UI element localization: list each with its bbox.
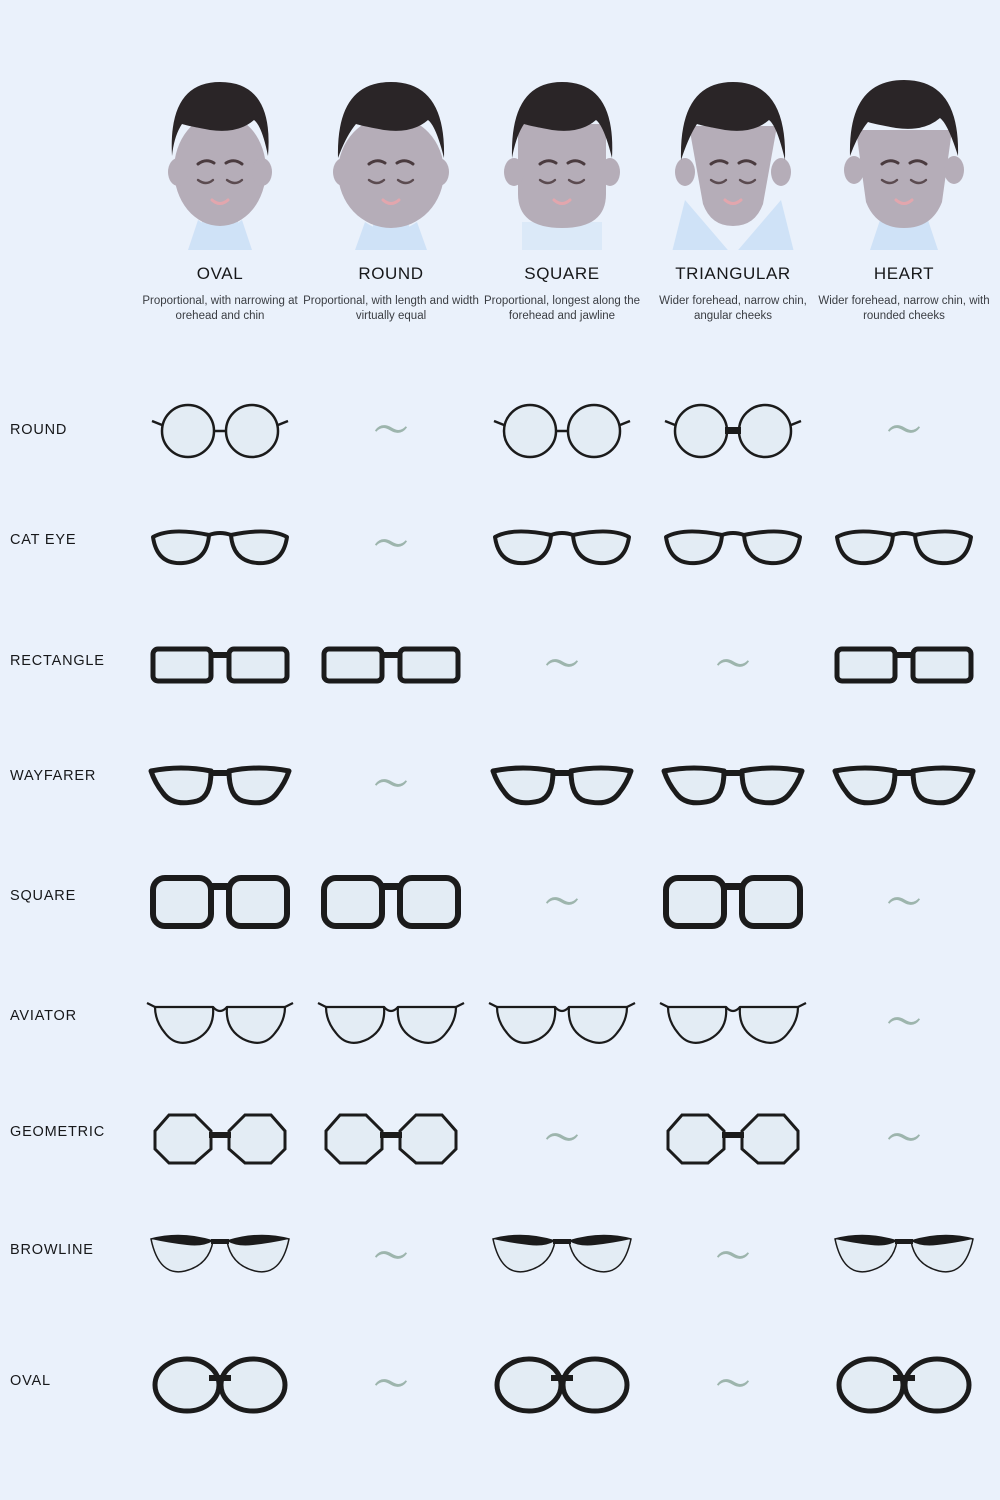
row-label-square: SQUARE [10,888,77,904]
cell-geometric-heart [816,1094,992,1184]
face-title-square: SQUARE [524,264,600,283]
cell-geometric-square [474,1094,650,1184]
cell-square-square [474,858,650,948]
glasses-rectangle [145,635,295,695]
cell-browline-square [474,1212,650,1302]
cell-aviator-oval [132,978,308,1068]
cell-round-round [303,386,479,476]
cell-cat-eye-round [303,500,479,590]
no-match-icon: 〜 [545,883,579,923]
cell-round-square [474,386,650,476]
no-match-icon: 〜 [716,1365,750,1405]
cell-square-round [303,858,479,948]
cell-round-triangular [645,386,821,476]
cell-square-heart [816,858,992,948]
cell-oval-round [303,1340,479,1430]
face-column-oval [132,60,308,324]
cell-geometric-round [303,1094,479,1184]
cell-round-heart [816,386,992,476]
no-match-icon: 〜 [545,1119,579,1159]
cell-wayfarer-square [474,740,650,830]
row-label-round: ROUND [10,422,68,438]
no-match-icon: 〜 [716,1237,750,1277]
glasses-aviator [145,993,295,1053]
cell-browline-round [303,1212,479,1302]
cell-rectangle-heart [816,620,992,710]
cell-rectangle-triangular [645,620,821,710]
face-title-oval: OVAL [196,264,244,283]
face-column-triangular [645,60,821,324]
cell-round-oval [132,386,308,476]
face-desc-square: Proportional, longest along the forehead and jawline [484,295,640,322]
row-label-cat-eye: CAT EYE [10,532,77,548]
glasses-oval [145,1353,295,1417]
face-desc-triangular: Wider forehead, narrow chin, angular cheeks [659,295,807,322]
no-match-icon: 〜 [887,883,921,923]
glasses-browline [145,1229,295,1285]
row-label-aviator: AVIATOR [10,1008,77,1024]
cell-wayfarer-round [303,740,479,830]
no-match-icon: 〜 [374,765,408,805]
face-illustration-heart [816,60,992,250]
face-column-heart [816,60,992,324]
glasses-cat-eye [145,515,295,575]
cell-cat-eye-square [474,500,650,590]
face-illustration-triangular [645,60,821,250]
face-column-square [474,60,650,324]
cell-square-triangular [645,858,821,948]
face-desc-heart: Wider forehead, narrow chin, with rounded cheeks [818,295,990,322]
face-illustration-square [474,60,650,250]
cell-browline-oval [132,1212,308,1302]
row-label-rectangle: RECTANGLE [10,653,105,669]
no-match-icon: 〜 [374,1365,408,1405]
no-match-icon: 〜 [545,645,579,685]
no-match-icon: 〜 [887,1003,921,1043]
face-column-round [303,60,479,324]
cell-cat-eye-oval [132,500,308,590]
glasses-square [145,868,295,938]
cell-square-oval [132,858,308,948]
cell-cat-eye-heart [816,500,992,590]
face-illustration-round [303,60,479,250]
face-title-triangular: TRIANGULAR [675,264,791,283]
cell-geometric-triangular [645,1094,821,1184]
no-match-icon: 〜 [716,645,750,685]
cell-wayfarer-triangular [645,740,821,830]
cell-wayfarer-oval [132,740,308,830]
cell-aviator-triangular [645,978,821,1068]
row-label-wayfarer: WAYFARER [10,768,97,784]
face-desc-round: Proportional, with length and width virtually equal [303,295,479,322]
cell-cat-eye-triangular [645,500,821,590]
no-match-icon: 〜 [374,411,408,451]
face-title-round: ROUND [358,264,424,283]
cell-aviator-square [474,978,650,1068]
row-label-browline: BROWLINE [10,1242,94,1258]
glasses-wayfarer [145,755,295,815]
row-label-geometric: GEOMETRIC [10,1124,106,1140]
no-match-icon: 〜 [887,1119,921,1159]
glasses-geometric [145,1107,295,1171]
cell-oval-square [474,1340,650,1430]
cell-rectangle-round [303,620,479,710]
cell-aviator-round [303,978,479,1068]
no-match-icon: 〜 [887,411,921,451]
cell-rectangle-square [474,620,650,710]
glasses-round [150,401,290,461]
row-label-oval: OVAL [10,1373,51,1389]
face-illustration-oval [132,60,308,250]
face-title-heart: HEART [873,264,935,283]
cell-oval-oval [132,1340,308,1430]
face-desc-oval: Proportional, with narrowing at orehead and chin [142,295,298,322]
cell-browline-heart [816,1212,992,1302]
no-match-icon: 〜 [374,1237,408,1277]
cell-oval-triangular [645,1340,821,1430]
cell-browline-triangular [645,1212,821,1302]
cell-oval-heart [816,1340,992,1430]
cell-wayfarer-heart [816,740,992,830]
cell-geometric-oval [132,1094,308,1184]
cell-aviator-heart [816,978,992,1068]
cell-rectangle-oval [132,620,308,710]
no-match-icon: 〜 [374,525,408,565]
